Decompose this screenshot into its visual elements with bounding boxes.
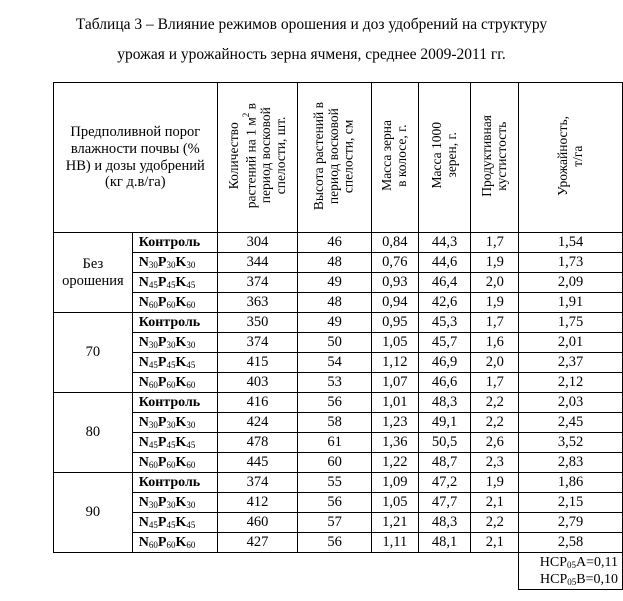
value-cell: 374 xyxy=(217,473,298,493)
value-cell: 2,3 xyxy=(471,453,519,473)
value-cell: 344 xyxy=(217,253,298,273)
value-cell: 304 xyxy=(217,233,298,253)
value-cell: 47,2 xyxy=(418,473,471,493)
value-cell: 2,2 xyxy=(471,413,519,433)
value-cell: 2,37 xyxy=(519,353,623,373)
value-cell: 2,2 xyxy=(471,513,519,533)
table-row xyxy=(54,333,623,353)
value-cell: 45,3 xyxy=(418,313,471,333)
fertilizer-label: $N_{60}P_{60}K_{60}$ xyxy=(132,533,217,553)
value-cell: 48 xyxy=(298,293,372,313)
value-cell: 55 xyxy=(298,473,372,493)
group-label: 80 xyxy=(54,393,133,473)
value-cell: 1,7 xyxy=(471,313,519,333)
value-cell: 2,2 xyxy=(471,393,519,413)
value-cell: 1,11 xyxy=(371,533,418,553)
value-cell: 56 xyxy=(298,533,372,553)
table-row xyxy=(54,413,623,433)
value-cell: 1,36 xyxy=(371,433,418,453)
table-caption-line1: Таблица 3 – Влияние режимов орошения и доз удобрений на структуру xyxy=(75,16,548,33)
fertilizer-label: $N_{30}P_{30}K_{30}$ xyxy=(132,413,217,433)
value-cell: 61 xyxy=(298,433,372,453)
value-cell: 56 xyxy=(298,393,372,413)
value-cell: 1,9 xyxy=(471,293,519,313)
lsd-b: $НСР_{05}В=0,10$ xyxy=(540,572,618,587)
fertilizer-label: Контроль xyxy=(132,393,217,413)
header-yield xyxy=(519,83,623,233)
value-cell: 2,83 xyxy=(519,453,623,473)
value-cell: 46,6 xyxy=(418,373,471,393)
value-cell: 1,75 xyxy=(519,313,623,333)
value-cell: 53 xyxy=(298,373,372,393)
table-row xyxy=(54,453,623,473)
value-cell: 46 xyxy=(298,233,372,253)
value-cell: 2,6 xyxy=(471,433,519,453)
value-cell: 403 xyxy=(217,373,298,393)
fertilizer-label: $N_{60}P_{60}K_{60}$ xyxy=(132,453,217,473)
table-row xyxy=(54,533,623,553)
fertilizer-label: $N_{60}P_{60}K_{60}$ xyxy=(132,293,217,313)
value-cell: 2,1 xyxy=(471,533,519,553)
fertilizer-label: $N_{45}P_{45}K_{45}$ xyxy=(132,353,217,373)
fertilizer-label: $N_{45}P_{45}K_{45}$ xyxy=(132,513,217,533)
value-cell: 0,94 xyxy=(371,293,418,313)
value-cell: 1,73 xyxy=(519,253,623,273)
value-cell: 350 xyxy=(217,313,298,333)
fertilizer-label: Контроль xyxy=(132,473,217,493)
table-row xyxy=(54,433,623,453)
value-cell: 1,7 xyxy=(471,373,519,393)
value-cell: 50,5 xyxy=(418,433,471,453)
table-body xyxy=(54,233,623,553)
value-cell: 363 xyxy=(217,293,298,313)
value-cell: 427 xyxy=(217,533,298,553)
value-cell: 412 xyxy=(217,493,298,513)
fertilizer-label: $N_{30}P_{30}K_{30}$ xyxy=(132,253,217,273)
value-cell: 48,1 xyxy=(418,533,471,553)
value-cell: 2,79 xyxy=(519,513,623,533)
header-plants-label: Количество растений на 1 $м^2$ в период восковой спелости, шт. xyxy=(225,103,288,209)
value-cell: 3,52 xyxy=(519,433,623,453)
value-cell: 1,86 xyxy=(519,473,623,493)
value-cell: 1,07 xyxy=(371,373,418,393)
value-cell: 1,01 xyxy=(371,393,418,413)
table-row xyxy=(54,273,623,293)
value-cell: 48 xyxy=(298,253,372,273)
table-row xyxy=(54,513,623,533)
value-cell: 1,21 xyxy=(371,513,418,533)
footer-row xyxy=(54,553,623,590)
value-cell: 42,6 xyxy=(418,293,471,313)
value-cell: 1,23 xyxy=(371,413,418,433)
table-row xyxy=(54,253,623,273)
value-cell: 2,0 xyxy=(471,273,519,293)
value-cell: 2,1 xyxy=(471,493,519,513)
fertilizer-label: $N_{30}P_{30}K_{30}$ xyxy=(132,493,217,513)
value-cell: 56 xyxy=(298,493,372,513)
fertilizer-label: $N_{30}P_{30}K_{30}$ xyxy=(132,333,217,353)
value-cell: 2,45 xyxy=(519,413,623,433)
value-cell: 0,76 xyxy=(371,253,418,273)
value-cell: 445 xyxy=(217,453,298,473)
fertilizer-label: $N_{60}P_{60}K_{60}$ xyxy=(132,373,217,393)
header-tillering-label: Продуктивная кустистость xyxy=(478,114,509,197)
group-label: Без орошения xyxy=(54,233,133,313)
table-row xyxy=(54,373,623,393)
group-label: 70 xyxy=(54,313,133,393)
value-cell: 48,3 xyxy=(418,513,471,533)
table-row xyxy=(54,233,623,253)
value-cell: 54 xyxy=(298,353,372,373)
value-cell: 1,9 xyxy=(471,253,519,273)
value-cell: 416 xyxy=(217,393,298,413)
lsd-cell xyxy=(519,553,623,590)
value-cell: 57 xyxy=(298,513,372,533)
group-label: 90 xyxy=(54,473,133,553)
value-cell: 424 xyxy=(217,413,298,433)
value-cell: 2,12 xyxy=(519,373,623,393)
fertilizer-label: Контроль xyxy=(132,313,217,333)
value-cell: 49 xyxy=(298,273,372,293)
value-cell: 2,09 xyxy=(519,273,623,293)
lsd-a: $НСР_{05}А=0,11$ xyxy=(539,554,618,570)
value-cell: 48,7 xyxy=(418,453,471,473)
table-row xyxy=(54,293,623,313)
header-grain-mass xyxy=(371,83,418,233)
value-cell: 478 xyxy=(217,433,298,453)
header-plants xyxy=(217,83,298,233)
value-cell: 1,9 xyxy=(471,473,519,493)
table-caption-line2: урожая и урожайность зерна ячменя, среднее 2009-2011 гг. xyxy=(117,46,506,63)
value-cell: 2,03 xyxy=(519,393,623,413)
header-grain-mass-label: Масса зерна в колосе, г. xyxy=(379,120,409,192)
value-cell: 44,3 xyxy=(418,233,471,253)
value-cell: 50 xyxy=(298,333,372,353)
value-cell: 1,6 xyxy=(471,333,519,353)
value-cell: 60 xyxy=(298,453,372,473)
value-cell: 44,6 xyxy=(418,253,471,273)
value-cell: 1,09 xyxy=(371,473,418,493)
fertilizer-label: Контроль xyxy=(132,233,217,253)
header-thousand xyxy=(418,83,471,233)
value-cell: 1,7 xyxy=(471,233,519,253)
value-cell: 2,01 xyxy=(519,333,623,353)
table-row xyxy=(54,313,623,333)
header-first: Предполивной порог влажности почвы (% НВ) и дозы удобрений (кг д.в/га) xyxy=(54,83,218,233)
value-cell: 46,9 xyxy=(418,353,471,373)
value-cell: 2,0 xyxy=(471,353,519,373)
value-cell: 0,93 xyxy=(371,273,418,293)
value-cell: 415 xyxy=(217,353,298,373)
header-row xyxy=(54,83,623,233)
header-height-label: Высота растений в период восковой спелости, см xyxy=(311,101,357,210)
value-cell: 374 xyxy=(217,333,298,353)
value-cell: 1,54 xyxy=(519,233,623,253)
value-cell: 2,15 xyxy=(519,493,623,513)
value-cell: 460 xyxy=(217,513,298,533)
value-cell: 48,3 xyxy=(418,393,471,413)
table-row xyxy=(54,393,623,413)
value-cell: 0,95 xyxy=(371,313,418,333)
value-cell: 1,05 xyxy=(371,493,418,513)
value-cell: 2,58 xyxy=(519,533,623,553)
value-cell: 0,84 xyxy=(371,233,418,253)
value-cell: 47,7 xyxy=(418,493,471,513)
header-height xyxy=(298,83,372,233)
value-cell: 49 xyxy=(298,313,372,333)
value-cell: 1,05 xyxy=(371,333,418,353)
value-cell: 374 xyxy=(217,273,298,293)
value-cell: 49,1 xyxy=(418,413,471,433)
value-cell: 1,22 xyxy=(371,453,418,473)
header-thousand-label: Масса 1000 зерен, г. xyxy=(428,122,459,189)
fertilizer-label: $N_{45}P_{45}K_{45}$ xyxy=(132,273,217,293)
value-cell: 1,12 xyxy=(371,353,418,373)
fertilizer-label: $N_{45}P_{45}K_{45}$ xyxy=(132,433,217,453)
data-table xyxy=(53,82,623,590)
value-cell: 46,4 xyxy=(418,273,471,293)
value-cell: 1,91 xyxy=(519,293,623,313)
footer-spacer xyxy=(54,553,519,590)
table-row xyxy=(54,473,623,493)
table-row xyxy=(54,353,623,373)
header-yield-label: Урожайность, т/га xyxy=(554,115,585,196)
value-cell: 45,7 xyxy=(418,333,471,353)
header-tillering xyxy=(471,83,519,233)
value-cell: 58 xyxy=(298,413,372,433)
table-row xyxy=(54,493,623,513)
